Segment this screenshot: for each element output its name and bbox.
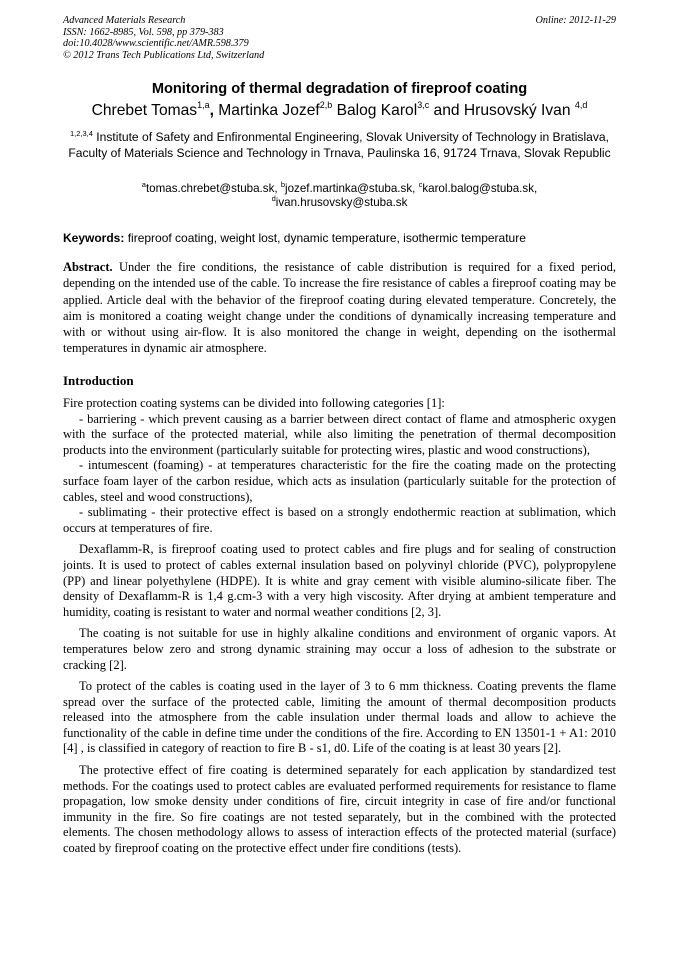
email-sup: d bbox=[271, 194, 276, 203]
affiliation-text: Institute of Safety and Enfironmental Engineering, Slovak University of Technology in Bratislava, Faculty of Materials Science and Technology in Trnava, Paulinska 16, 91724 Trnava, Slovak Republic bbox=[68, 130, 611, 160]
abstract-label: Abstract. bbox=[63, 260, 113, 274]
list-item: - intumescent (foaming) - at temperatures characteristic for the fire the coating made on the protecting surface foam layer of the carbon residue, which acts as insulation (particularly suitable for the protection of cables, steel and wood constructions), bbox=[63, 458, 616, 504]
author-name: Balog Karol bbox=[336, 102, 418, 119]
author-name: Chrebet Tomas bbox=[91, 102, 198, 119]
paragraph: The protective effect of fire coating is determined separately for each application by standardized test methods. For the coatings used to protect cables are evaluated performed requirements for resistance to flame propagation, low smoke density under conditions of fire, circuit integrity in case of fire and/or functional immunity in the fire. So fire coatings are not tested separately, but in the combined with the protected elements. The chosen methodology allows to assess of interaction effects of the protected material (surface) coated by fireproof coating on the protective effect under fire conditions (tests). bbox=[63, 763, 616, 856]
email-address[interactable]: jozef.martinka@stuba.sk, bbox=[285, 182, 416, 195]
online-date: Online: 2012-11-29 bbox=[535, 15, 616, 26]
affiliation bbox=[63, 129, 616, 161]
keywords-label: Keywords: bbox=[63, 231, 125, 245]
author-list: Chrebet Tomas$^{1,a}$, Martinka Jozef$^{2,b}$ Balog Karol$^{3,c}$ and Hrusovský Ivan $^{4,d}$ bbox=[91, 100, 588, 119]
author-name: Hrusovský Ivan bbox=[463, 102, 571, 119]
affiliation-sup: 1,2,3,4 bbox=[69, 129, 93, 138]
paragraph: Fire protection coating systems can be divided into following categories [1]: bbox=[63, 396, 445, 410]
paragraph: Dexaflamm-R, is fireproof coating used to protect cables and fire plugs and for sealing of construction joints. It is used to protect of cables external insulation based on polyvinyl chloride (PVC), polypropylene (PP) and linear polyethylene (HDPE). It is white and gray cement with visible alumino-silicate fiber. The density of Dexaflamm-R is 1,4 g.cm-3 with a very high viscosity. After drying at ambient temperature and humidity, coating is resistant to water and normal weather conditions [2, 3]. bbox=[63, 542, 616, 619]
journal-name: Advanced Materials Research bbox=[63, 15, 186, 26]
author-sup: 3,c bbox=[417, 100, 430, 110]
email-sup: a bbox=[141, 180, 146, 189]
paragraph: To protect of the cables is coating used in the layer of 3 to 6 mm thickness. Coating prevents the flame spread over the surface of the protected cable, limiting the amount of thermal decomposition products released into the atmosphere from the cable insulation under thermal loads and allow to achieve the functionality of the cable in define time under the conditions of the fire. According to EN 13501-1 + A1: 2010 [4] , is classified in category of reaction to fire B - s1, d0. Life of the coating is at least 30 years [2]. bbox=[63, 679, 616, 756]
issn-line: ISSN: 1662-8985, Vol. 598, pp 379-383 bbox=[63, 26, 224, 38]
email-list bbox=[63, 182, 616, 210]
abstract bbox=[63, 259, 616, 357]
author-sup: 1,a bbox=[197, 100, 210, 110]
paper-title: Monitoring of thermal degradation of fireproof coating bbox=[151, 81, 528, 97]
list-item: - sublimating - their protective effect is based on a strongly endothermic reaction at sublimation, which occurs at temperatures of fire. bbox=[63, 505, 616, 535]
copyright-line: © 2012 Trans Tech Publications Ltd, Switzerland bbox=[63, 49, 265, 61]
email-address[interactable]: tomas.chrebet@stuba.sk, bbox=[145, 182, 278, 195]
email-sup: b bbox=[280, 180, 285, 189]
author-name: Martinka Jozef bbox=[218, 102, 320, 119]
author-conjunction: and bbox=[433, 102, 460, 119]
keywords bbox=[63, 231, 616, 246]
journal-header bbox=[63, 15, 616, 61]
author-sup: 2,b bbox=[319, 100, 333, 110]
introduction-body bbox=[63, 396, 616, 857]
email-address[interactable]: ivan.hrusovsky@stuba.sk bbox=[275, 196, 408, 209]
email-address[interactable]: karol.balog@stuba.sk, bbox=[422, 182, 538, 195]
doi-line: doi:10.4028/www.scientific.net/AMR.598.379 bbox=[63, 38, 249, 50]
abstract-text: Under the fire conditions, the resistance of cable distribution is required for a fixed period, depending on the intended use of the cable. To increase the fire resistance of cables a fireproof coating may be applied. Article deal with the behavior of the fireproof coating during elevated temperature. Concretely, the aim is monitored a coating weight change under the conditions of dynamically increasing temperature and with or without using air-flow. It is also monitored the change in weight, depending on the isothermal temperatures in dynamic air atmosphere. bbox=[63, 260, 617, 356]
paragraph: The coating is not suitable for use in highly alkaline conditions and environment of organic vapors. At temperatures below zero and strong dynamic straining may occur a loss of adhesion to the substrate or cracking [2]. bbox=[63, 626, 616, 672]
email-sup: c bbox=[418, 180, 423, 189]
author-sup: 4,d bbox=[574, 100, 588, 110]
list-item: - barriering - which prevent causing as a barrier between direct contact of flame and atmospheric oxygen with the surface of the protected material, while also limiting the penetration of thermal decomposition products into the environment (particularly suitable for protecting wires, plastic and wood constructions), bbox=[63, 411, 616, 457]
section-heading-introduction: Introduction bbox=[63, 373, 134, 388]
keywords-text: fireproof coating, weight lost, dynamic temperature, isothermic temperature bbox=[127, 231, 526, 245]
